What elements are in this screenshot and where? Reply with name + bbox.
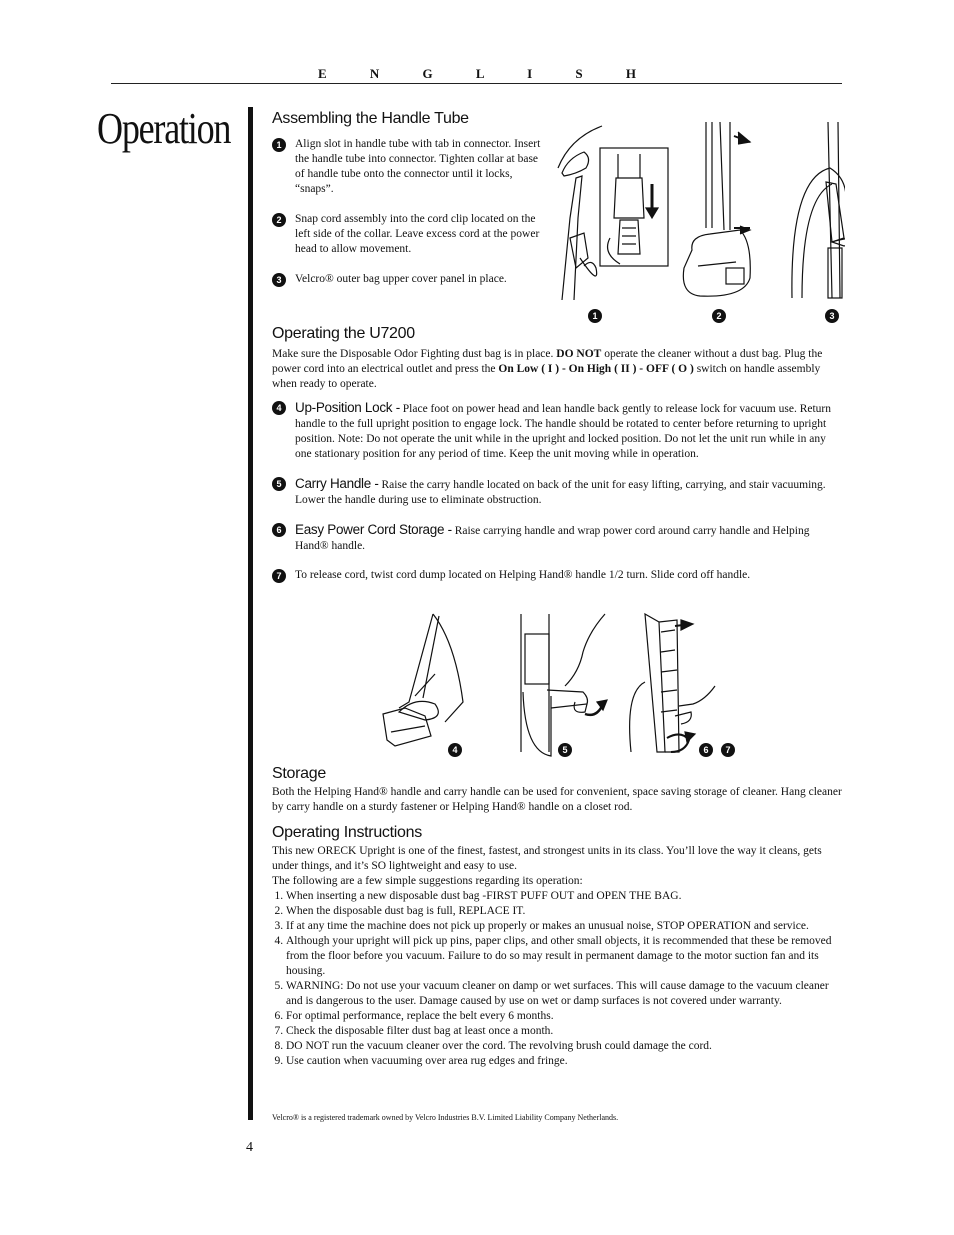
assembling-step (272, 137, 542, 197)
figure-label-3: 3 (825, 309, 839, 323)
assembling-step (272, 272, 542, 287)
instructions-intro-2: The following are a few simple suggestions regarding its operation: (272, 875, 583, 887)
item-title: Up-Position Lock - (295, 400, 400, 415)
assembling-heading: Assembling the Handle Tube (272, 110, 469, 127)
assembling-section (272, 110, 542, 287)
operating-item (272, 568, 844, 583)
storage-heading: Storage (272, 765, 326, 782)
figure-label-5: 5 (558, 743, 572, 757)
step-text: Velcro® outer bag upper cover panel in place. (295, 273, 507, 285)
instructions-section (272, 824, 844, 1069)
top-rule (111, 83, 842, 84)
list-item: 9. Use caution when vacuuming over area rug edges and fringe. (286, 1054, 844, 1069)
list-item: 6. For optimal performance, replace the belt every 6 months. (286, 1009, 844, 1024)
storage-text: Both the Helping Hand® handle and carry handle can be used for convenient, space saving storage of cleaner. Hang cleaner by carry handle on a sturdy fastener or Helping Hand® handle on a closet rod. (272, 786, 842, 813)
item-number-badge: 5 (272, 477, 286, 491)
page-title: Operation (97, 104, 231, 153)
step-number-badge: 3 (272, 273, 286, 287)
item-title: Carry Handle - (295, 476, 379, 491)
item-number-badge: 6 (272, 523, 286, 537)
instructions-intro: This new ORECK Upright is one of the finest, fastest, and strongest units in its class. You’ll love the way it cleans, gets under things, and it’s SO lightweight and easy to use. (272, 845, 822, 872)
operating-item (272, 400, 844, 462)
storage-section (272, 765, 844, 815)
list-item: 8. DO NOT run the vacuum cleaner over the cord. The revolving brush could damage the cord. (286, 1039, 844, 1054)
operating-intro: Make sure the Disposable Odor Fighting dust bag is in place. DO NOT operate the cleaner without a dust bag. Plug the power cord into an electrical outlet and press the On Low ( I ) - On High ( II ) - OFF ( O ) switch on handle assembly when ready to operate. (272, 348, 823, 390)
item-number-badge: 7 (272, 569, 286, 583)
figure-label-2: 2 (712, 309, 726, 323)
assembling-step (272, 212, 542, 257)
figure-label-4: 4 (448, 743, 462, 757)
item-number-badge: 4 (272, 401, 286, 415)
step-number-badge: 1 (272, 138, 286, 152)
list-item: 4. Although your upright will pick up pins, paper clips, and other small objects, it is recommended that these be removed from the floor before you vacuum. Failure to do so may result in permanent damage to the motor suction fan and its housing. (286, 934, 844, 979)
list-item: 7. Check the disposable filter dust bag at least once a month. (286, 1024, 844, 1039)
figure-label-6: 6 (699, 743, 713, 757)
item-title: Easy Power Cord Storage - (295, 522, 452, 537)
step-text: Snap cord assembly into the cord clip located on the left side of the collar. Leave excess cord at the power head to allow movement. (295, 213, 540, 255)
list-item: 3. If at any time the machine does not pick up properly or makes an unusual noise, STOP OPERATION and service. (286, 919, 844, 934)
item-text: To release cord, twist cord dump located on Helping Hand® handle 1/2 turn. Slide cord off handle. (295, 569, 751, 581)
step-number-badge: 2 (272, 213, 286, 227)
list-item: 5. WARNING: Do not use your vacuum cleaner on damp or wet surfaces. This will cause damage to the vacuum cleaner and is dangerous to the user. Damage caused by use on wet or damp surfaces is not covered under warranty. (286, 979, 844, 1009)
operating-item (272, 522, 844, 554)
list-item: 2. When the disposable dust bag is full, REPLACE IT. (286, 904, 844, 919)
list-item: 1. When inserting a new disposable dust bag -FIRST PUFF OUT and OPEN THE BAG. (286, 889, 844, 904)
operating-section (272, 325, 844, 583)
item-text: Raise the carry handle located on back of the unit for easy lifting, carrying, and stair vacuuming. Lower the handle during use to eliminate obstruction. (295, 479, 826, 506)
item-text: Raise carrying handle and wrap power cord around carry handle and Helping Hand® handle. (295, 525, 810, 552)
operating-item (272, 476, 844, 508)
operating-heading: Operating the U7200 (272, 325, 415, 342)
instructions-heading: Operating Instructions (272, 824, 422, 841)
trademark-footnote: Velcro® is a registered trademark owned by Velcro Industries B.V. Limited Liability Company Netherlands. (272, 1113, 619, 1122)
figure-label-1: 1 (588, 309, 602, 323)
side-rule (248, 107, 253, 1120)
handle-tube-illustrations (540, 118, 845, 308)
page-number: 4 (246, 1140, 253, 1155)
language-header: E N G L I S H (317, 66, 657, 81)
step-text: Align slot in handle tube with tab in connector. Insert the handle tube into connector. Tighten collar at base of handle tube onto the connector until it locks, “snaps”. (295, 138, 541, 195)
item-text: Place foot on power head and lean handle back gently to release lock for vacuum use. Return handle to the full upright position to engage lock. The handle should be rotated to center before returning to upright position. Note: Do not operate the unit while in the upright and locked position. Do not let the unit run while in any one stationary position for any period of time. Keep the unit moving while in operation. (295, 403, 831, 460)
figure-label-7: 7 (721, 743, 735, 757)
operation-illustrations (375, 612, 740, 760)
instructions-list (272, 889, 844, 1069)
